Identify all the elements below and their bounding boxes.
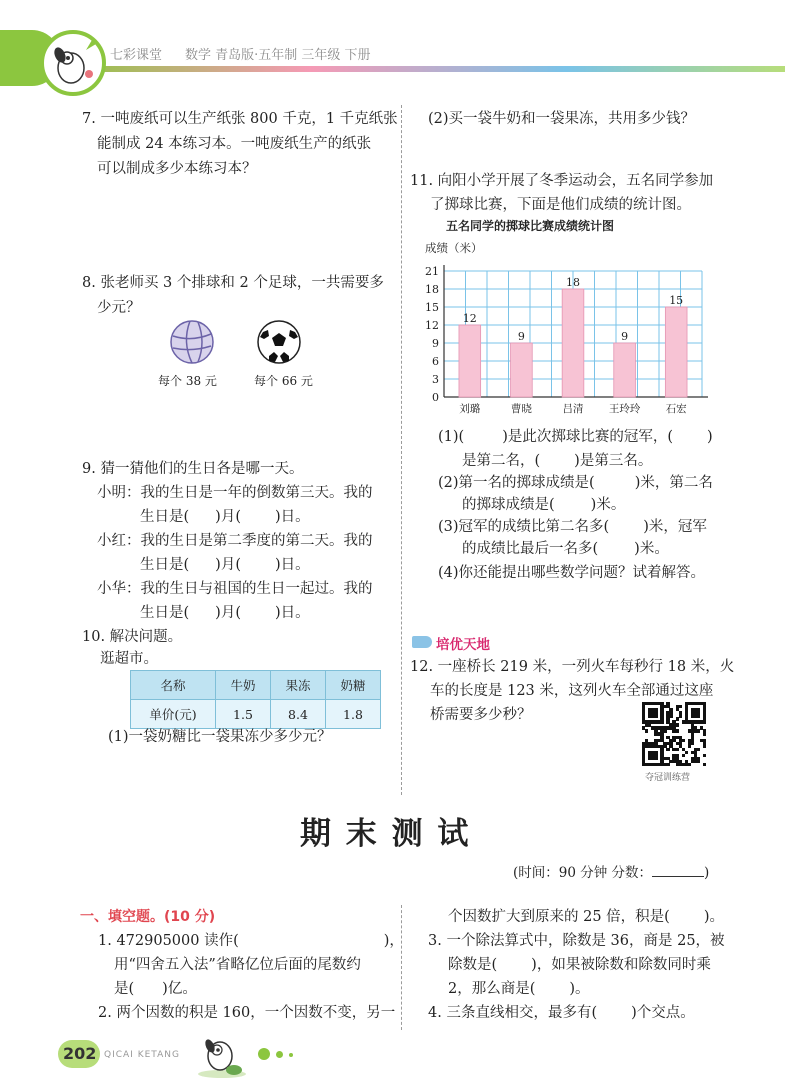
q9-title: 9. 猜一猜他们的生日各是哪一天。: [82, 461, 304, 477]
exam-q3-cont: 除数是( )，如果被除数和除数同时乘: [448, 957, 711, 973]
answer-blank[interactable]: [189, 555, 215, 569]
y-tick-label: 6: [432, 355, 439, 368]
pencil-icon: [412, 636, 432, 648]
qr-module: [676, 729, 679, 732]
q12-line3: 桥需要多少秒？: [430, 707, 532, 723]
column-divider-bottom: [401, 905, 402, 1030]
qr-module: [703, 745, 706, 748]
bar-value-label: 9: [517, 330, 525, 343]
header-series: 七彩课堂: [110, 48, 163, 63]
q11-p2: (2)第一名的掷球成绩是( )米，第二名: [438, 475, 713, 491]
exam-q1: 1. 472905000 读作( )，: [98, 933, 404, 949]
answer-blank[interactable]: [189, 603, 215, 617]
exam-q1-cont: 用“四舍五入法”省略亿位后面的尾数约: [114, 957, 361, 973]
q9-ming-2: 生日是( )月( )日。: [140, 509, 310, 525]
q7-line3: 可以制成多少本练习本？: [97, 161, 257, 177]
q9-hua-2: 生日是( )月( )日。: [140, 605, 310, 621]
qr-module: [697, 748, 700, 751]
bar: [614, 343, 636, 397]
footer-brand: QICAI KETANG: [104, 1050, 180, 1060]
q11-line1: 11. 向阳小学开展了冬季运动会，五名同学参加: [410, 173, 714, 189]
score-blank[interactable]: [652, 862, 704, 877]
qr-module: [703, 732, 706, 735]
y-tick-label: 15: [425, 301, 439, 314]
q11-p3: (3)冠军的成绩比第二名多( )米，冠军: [438, 519, 707, 535]
table-cell: 8.4: [271, 700, 326, 729]
table-cell: 名称: [131, 671, 216, 700]
answer-blank[interactable]: [597, 1003, 631, 1017]
y-tick-label: 0: [432, 391, 439, 404]
qr-module: [669, 714, 672, 717]
footer-dot-medium: [276, 1051, 283, 1058]
answer-blank[interactable]: [555, 495, 591, 509]
qr-module: [685, 751, 688, 754]
qr-module: [679, 705, 682, 708]
column-divider-top: [401, 105, 402, 795]
q11-p1: (1)( )是此次掷球比赛的冠军，( ): [438, 429, 713, 445]
page-header: [0, 0, 800, 110]
qr-module: [703, 754, 706, 757]
answer-blank[interactable]: [535, 979, 569, 993]
q12-line1: 12. 一座桥长 219 米，一列火车每秒行 18 米，火: [410, 659, 735, 675]
table-cell: 牛奶: [216, 671, 271, 700]
football-caption: 每个 66 元: [254, 374, 313, 388]
qr-module: [688, 763, 691, 766]
volleyball-icon: [168, 318, 216, 366]
q11-line2: 了掷球比赛，下面是他们成绩的统计图。: [430, 197, 691, 213]
answer-blank[interactable]: [595, 473, 635, 487]
price-table-row: [131, 700, 381, 729]
q7-line2: 能制成 24 本练习本。一吨废纸生产的纸张: [97, 136, 372, 152]
exam-q4: 4. 三条直线相交，最多有( )个交点。: [428, 1005, 695, 1021]
answer-blank[interactable]: [673, 427, 707, 441]
q12-line2: 车的长度是 123 米，这列火车全部通过这座: [430, 683, 714, 699]
bar-value-label: 9: [621, 330, 629, 343]
y-tick-label: 9: [432, 337, 439, 350]
qr-caption: 夺冠训练营: [645, 773, 691, 783]
answer-blank[interactable]: [134, 979, 162, 993]
qr-module: [645, 729, 648, 732]
bar-value-label: 12: [462, 312, 477, 325]
q7-line1: 7. 一吨废纸可以生产纸张 800 千克，1 千克纸张: [82, 111, 398, 127]
exam-section1: 一、填空题。(10 分): [80, 909, 216, 925]
table-cell: 1.5: [216, 700, 271, 729]
qr-module: [703, 720, 706, 723]
bar-chart: [420, 260, 710, 420]
q9-hua-1: 小华：我的生日与祖国的生日一起过。我的: [97, 581, 373, 597]
answer-blank[interactable]: [598, 539, 634, 553]
answer-blank[interactable]: [497, 955, 531, 969]
q8-line2: 少元？: [97, 300, 141, 316]
qr-code-icon[interactable]: [642, 702, 706, 766]
price-table-header: [131, 671, 381, 700]
qr-module: [697, 760, 700, 763]
header-rainbow-bar: [55, 66, 785, 72]
qr-module: [666, 763, 669, 766]
table-cell: 单价(元): [131, 700, 216, 729]
qr-module: [654, 714, 657, 717]
y-tick-label: 12: [425, 319, 439, 332]
exam-q3-cont2: 2，那么商是( )。: [448, 981, 590, 997]
mascot-logo-icon: [38, 28, 108, 98]
bar-value-label: 15: [669, 294, 684, 307]
page-number: 202: [63, 1044, 97, 1063]
qr-module: [682, 739, 685, 742]
exam-q1-cont2: 是( )亿。: [114, 981, 197, 997]
football-icon: [255, 318, 303, 366]
table-cell: 果冻: [271, 671, 326, 700]
q9-hong-2: 生日是( )月( )日。: [140, 557, 310, 573]
table-cell: 奶糖: [326, 671, 381, 700]
qr-module: [676, 717, 679, 720]
answer-blank[interactable]: [464, 427, 502, 441]
answer-blank[interactable]: [241, 555, 275, 569]
y-tick-label: 3: [432, 373, 439, 386]
footer-dot-small: [289, 1053, 293, 1057]
footer-dot-large: [258, 1048, 270, 1060]
y-tick-label: 18: [425, 283, 439, 296]
answer-blank[interactable]: [670, 907, 704, 921]
bar: [665, 307, 687, 397]
q11-p1-cont: 是第二名，( )是第三名。: [462, 453, 653, 469]
x-category-label: 石宏: [665, 403, 687, 415]
qr-module: [654, 757, 657, 760]
price-table: [130, 670, 381, 729]
qr-module: [688, 745, 691, 748]
y-tick-label: 21: [425, 265, 439, 278]
exam-meta: (时间：90 分钟 分数： ): [513, 862, 709, 884]
exam-q3: 3. 一个除法算式中，除数是 36，商是 25，被: [428, 933, 725, 949]
bar: [511, 343, 533, 397]
bar: [562, 289, 584, 397]
exam-q2: 2. 两个因数的积是 160，一个因数不变，另一: [98, 1005, 396, 1021]
qr-module: [663, 729, 666, 732]
qr-module: [676, 723, 679, 726]
answer-blank[interactable]: [241, 507, 275, 521]
chart-title: 五名同学的掷球比赛成绩统计图: [446, 219, 615, 233]
exam-q2-cont: 个因数扩大到原来的 25 倍，积是( )。: [448, 909, 724, 925]
q10-title: 10. 解决问题。: [82, 629, 183, 645]
x-category-label: 吕清: [562, 403, 584, 415]
q10-part1: (1)一袋奶糖比一袋果冻少多少元？: [108, 729, 332, 745]
qr-module: [666, 748, 669, 751]
x-category-label: 王玲玲: [608, 403, 641, 415]
qr-module: [691, 742, 694, 745]
answer-blank[interactable]: [239, 931, 384, 945]
x-category-label: 曹晓: [510, 403, 532, 415]
q10-part2: (2)买一袋牛奶和一袋果冻，共用多少钱？: [428, 111, 696, 127]
volleyball-caption: 每个 38 元: [158, 374, 217, 388]
table-cell: 1.8: [326, 700, 381, 729]
bar: [459, 325, 481, 397]
exam-title: 期 末 测 试: [300, 816, 471, 852]
q8-line1: 8. 张老师买 3 个排球和 2 个足球，一共需要多: [82, 275, 384, 291]
section-extra-label: 培优天地: [436, 637, 490, 653]
q9-ming-1: 小明：我的生日是一年的倒数第三天。我的: [97, 485, 373, 501]
header-subject: 数学 青岛版·五年制 三年级 下册: [185, 48, 371, 63]
qr-module: [679, 714, 682, 717]
q9-hong-1: 小红：我的生日是第二季度的第二天。我的: [97, 533, 373, 549]
answer-blank[interactable]: [540, 451, 574, 465]
qr-module: [660, 720, 663, 723]
q10-sub: 逛超市。: [100, 651, 158, 667]
qr-module: [697, 729, 700, 732]
q11-p4: (4)你还能提出哪些数学问题？试着解答。: [438, 565, 706, 581]
x-category-label: 刘璐: [459, 403, 481, 415]
qr-module: [676, 748, 679, 751]
q11-p2-cont: 的掷球成绩是( )米。: [462, 497, 626, 513]
answer-blank[interactable]: [609, 517, 643, 531]
chart-ylabel: 成绩（米）: [425, 241, 483, 255]
answer-blank[interactable]: [241, 603, 275, 617]
q11-p3-cont: 的成绩比最后一名多( )米。: [462, 541, 669, 557]
bar-value-label: 18: [566, 276, 580, 289]
footer-mascot-icon: [192, 1030, 252, 1080]
qr-module: [697, 714, 700, 717]
qr-module: [703, 763, 706, 766]
answer-blank[interactable]: [189, 507, 215, 521]
qr-module: [682, 754, 685, 757]
